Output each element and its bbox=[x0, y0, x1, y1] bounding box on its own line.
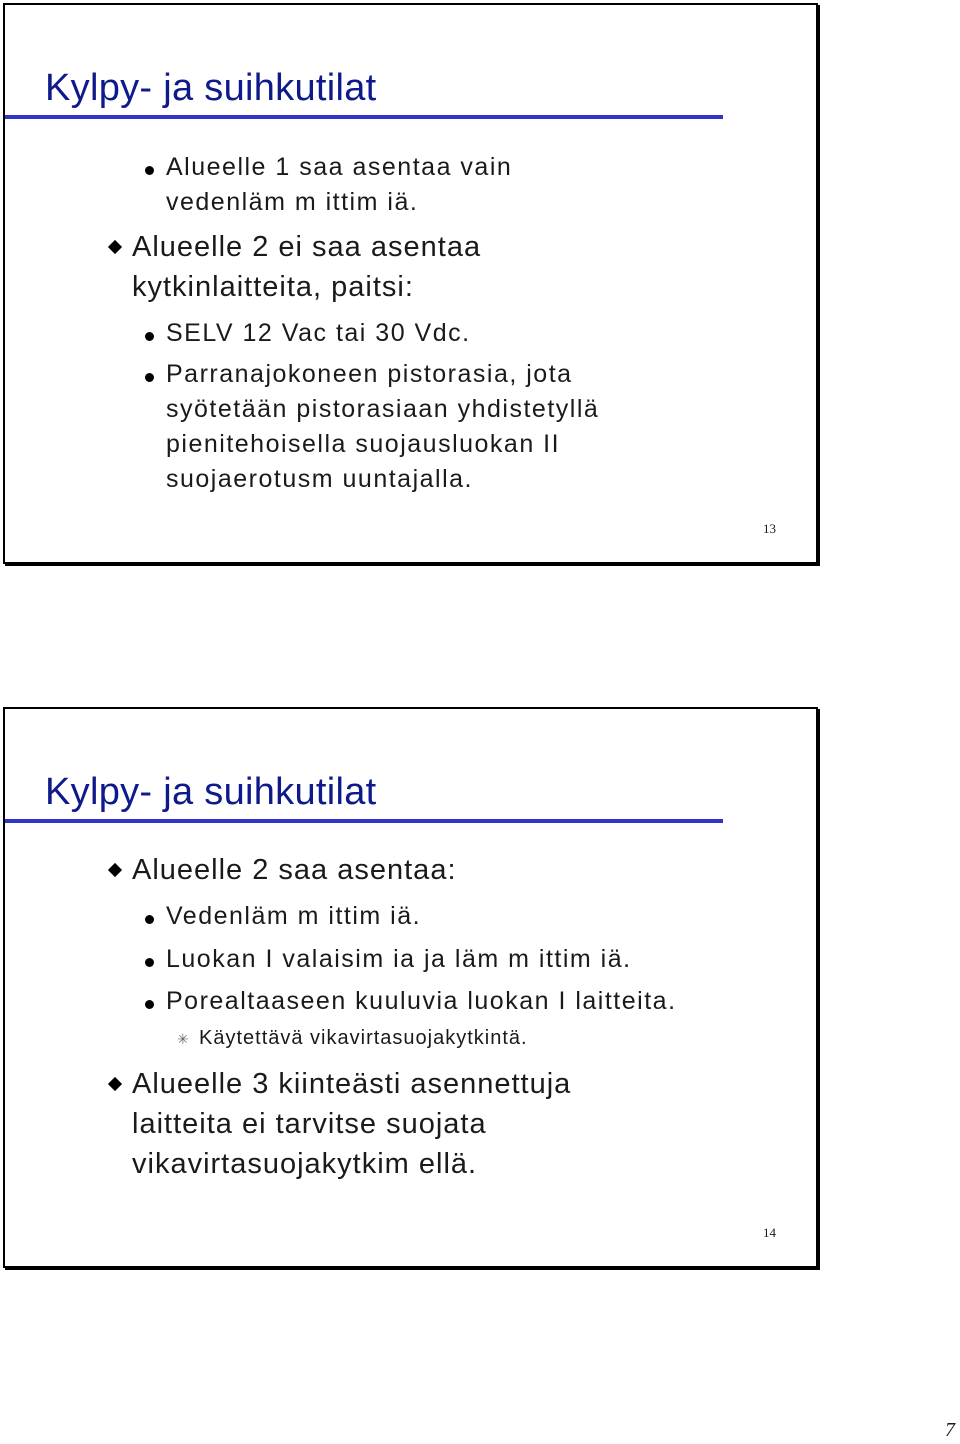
bullet-item bbox=[139, 942, 632, 977]
page-number: 7 bbox=[945, 1419, 955, 1441]
dot-bullet-icon bbox=[145, 915, 154, 924]
bullet-item bbox=[139, 150, 512, 220]
bullet-item bbox=[139, 357, 599, 497]
dot-bullet-icon bbox=[145, 1000, 154, 1009]
slide-title: Kylpy- ja suihkutilat bbox=[45, 771, 377, 813]
bullet-text: vikavirtasuojakytkim ellä. bbox=[132, 1148, 478, 1180]
title-underline bbox=[5, 115, 723, 119]
bullet-text: vedenläm m ittim iä. bbox=[166, 188, 419, 216]
bullet-item bbox=[105, 1064, 571, 1184]
bullet-item bbox=[139, 899, 421, 934]
bullet-text: kytkinlaitteita, paitsi: bbox=[132, 271, 414, 303]
dot-bullet-icon bbox=[145, 332, 154, 341]
slide-13 bbox=[3, 3, 818, 564]
bullet-text: Parranajokoneen pistorasia, jota bbox=[166, 360, 573, 388]
bullet-item bbox=[105, 850, 457, 890]
slide-number: 14 bbox=[763, 1225, 776, 1240]
dot-bullet-icon bbox=[145, 166, 154, 175]
bullet-text: Luokan I valaisim ia ja läm m ittim iä. bbox=[166, 945, 632, 973]
bullet-text: suojaerotusm uuntajalla. bbox=[166, 465, 473, 493]
bullet-text: SELV 12 Vac tai 30 Vdc. bbox=[166, 319, 471, 347]
title-underline bbox=[5, 819, 723, 823]
slide-14 bbox=[3, 707, 818, 1268]
bullet-text: Alueelle 1 saa asentaa vain bbox=[166, 153, 513, 181]
bullet-text: Vedenläm m ittim iä. bbox=[166, 902, 422, 930]
dot-bullet-icon bbox=[145, 373, 154, 382]
slide-number: 13 bbox=[763, 521, 776, 536]
bullet-text: Alueelle 2 saa asentaa: bbox=[132, 854, 457, 886]
bullet-item bbox=[139, 316, 471, 351]
bullet-text: pienitehoisella suojausluokan II bbox=[166, 430, 561, 458]
slide-title: Kylpy- ja suihkutilat bbox=[45, 67, 377, 109]
bullet-text: Alueelle 2 ei saa asentaa bbox=[132, 231, 482, 263]
bullet-item bbox=[139, 984, 677, 1019]
sub-bullet-item bbox=[177, 1024, 528, 1052]
bullet-text: laitteita ei tarvitse suojata bbox=[132, 1108, 487, 1140]
bullet-text: syötetään pistorasiaan yhdistetyllä bbox=[166, 395, 600, 423]
bullet-text: Alueelle 3 kiinteästi asennettuja bbox=[132, 1068, 572, 1100]
bullet-item bbox=[105, 227, 481, 307]
bullet-text: Porealtaaseen kuuluvia luokan I laitteita. bbox=[166, 987, 677, 1015]
bullet-text: Käytettävä vikavirtasuojakytkintä. bbox=[199, 1027, 528, 1049]
asterisk-bullet-icon: ✳ bbox=[177, 1032, 190, 1048]
dot-bullet-icon bbox=[145, 958, 154, 967]
